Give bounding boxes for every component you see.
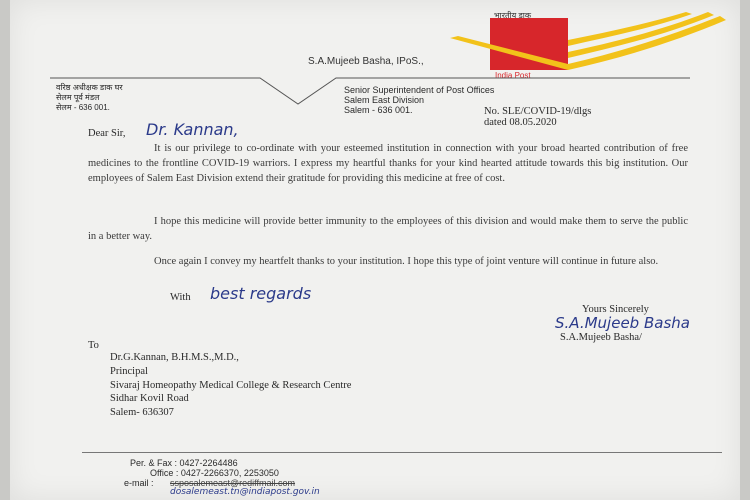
designation-line-1: Senior Superintendent of Post Offices: [344, 85, 495, 95]
footer-office: Office : 0427-2266370, 2253050: [150, 468, 279, 478]
footer-phone: Per. & Fax : 0427-2264486: [130, 458, 238, 468]
logo-yellow-stripe-3: [568, 12, 714, 58]
letter-page: [10, 0, 740, 500]
body-paragraph-1: It is our privilege to co-ordinate with your esteemed institution in connection with your broad hearted contribution of free medicines to the frontline COVID-19 warriors. I express my heartful thanks for your kind hearted attitude towards this big institution. Our employees of Salem East Division extend their gratitude for providing this medicine at free of cost.: [88, 143, 688, 184]
sender-hindi-line-3: सेलम - 636 001.: [56, 103, 110, 112]
closing-name: S.A.Mujeeb Basha/: [560, 332, 642, 343]
salutation-handwritten: Dr. Kannan,: [146, 120, 239, 139]
recipient-line-4: Sidhar Kovil Road: [110, 393, 189, 404]
designation-line-3: Salem - 636 001.: [344, 105, 413, 115]
recipient-line-5: Salem- 636307: [110, 407, 174, 418]
footer-email-struck[interactable]: ssposalemeast@rediffmail.com: [170, 478, 296, 488]
salutation-printed: Dear Sir,: [88, 128, 126, 139]
closing-handwritten: best regards: [210, 284, 312, 303]
body-paragraph-2: I hope this medicine will provide better immunity to the employees of this division and would make them to serve the public in a better way.: [88, 216, 688, 242]
closing-yours-sincerely: Yours Sincerely: [582, 304, 649, 315]
ref-date: dated 08.05.2020: [484, 117, 557, 128]
footer-email-handwritten[interactable]: dosalemeast.tn@indiapost.gov.in: [170, 487, 320, 497]
designation-line-2: Salem East Division: [344, 95, 425, 105]
recipient-line-3: Sivaraj Homeopathy Medical College & Research Centre: [110, 380, 352, 391]
footer-email-label: e-mail :: [124, 478, 154, 488]
body-paragraph-3: Once again I convey my heartfelt thanks to your institution. I hope this type of joint venture will continue in future also.: [154, 256, 659, 267]
ref-number: No. SLE/COVID-19/dlgs: [484, 106, 592, 117]
logo-name: India Post: [495, 71, 531, 80]
sender-name: S.A.Mujeeb Basha, IPoS.,: [308, 56, 424, 67]
footer-rule: [82, 452, 722, 453]
recipient-line-1: Dr.G.Kannan, B.H.M.S.,M.D.,: [110, 352, 239, 363]
sender-hindi-line-1: वरिष्ठ अधीक्षक डाक घर: [56, 83, 123, 92]
recipient-line-2: Principal: [110, 366, 148, 377]
recipient-to: To: [88, 340, 99, 351]
sender-hindi-line-2: सेलम पूर्व मंडल: [56, 93, 100, 102]
closing-with: With: [170, 292, 191, 303]
logo-hindi-text: भारतीय डाक: [494, 11, 531, 20]
signature: S.A.Mujeeb Basha: [555, 314, 690, 332]
